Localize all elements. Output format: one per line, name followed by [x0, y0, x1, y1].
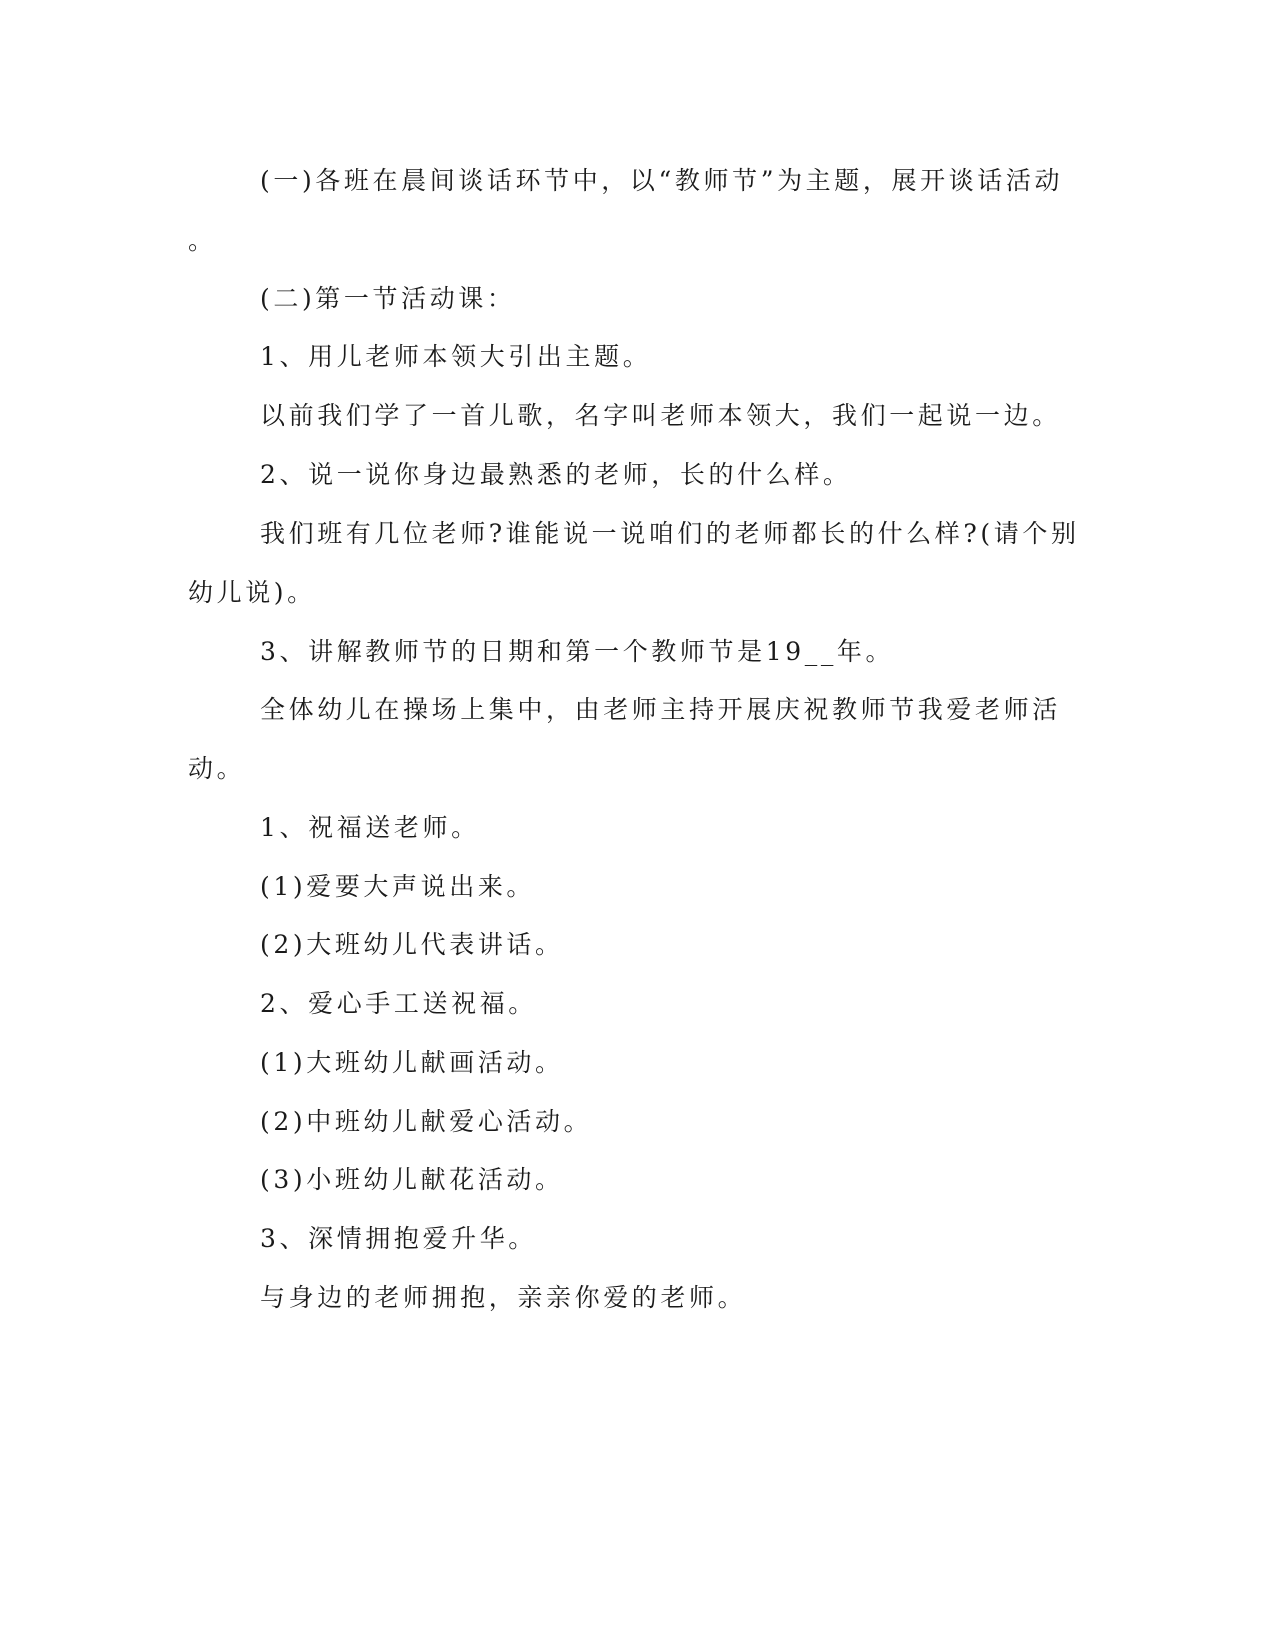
text-line-8: 幼儿说)。 [188, 578, 316, 607]
text-line-20: 与身边的老师拥抱，亲亲你爱的老师。 [260, 1283, 747, 1312]
text-line-5: 以前我们学了一首儿歌，名字叫老师本领大，我们一起说一边。 [260, 401, 1061, 430]
text-line-17: (2)中班幼儿献爱心活动。 [260, 1107, 593, 1136]
text-line-1: (一)各班在晨间谈话环节中，以“教师节”为主题，展开谈话活动 [260, 166, 1064, 195]
text-line-10: 全体幼儿在操场上集中，由老师主持开展庆祝教师节我爱老师活 [260, 695, 1061, 724]
text-line-19: 3、深情拥抱爱升华。 [260, 1224, 537, 1253]
text-line-3: (二)第一节活动课： [260, 284, 516, 313]
text-line-11: 动。 [188, 754, 246, 783]
text-line-4: 1、用儿老师本领大引出主题。 [260, 342, 652, 371]
text-line-18: (3)小班幼儿献花活动。 [260, 1165, 564, 1194]
text-line-9: 3、讲解教师节的日期和第一个教师节是19__年。 [260, 637, 895, 666]
text-line-16: (1)大班幼儿献画活动。 [260, 1048, 564, 1077]
text-line-14: (2)大班幼儿代表讲话。 [260, 930, 564, 959]
text-line-12: 1、祝福送老师。 [260, 813, 480, 842]
text-line-15: 2、爱心手工送祝福。 [260, 989, 537, 1018]
text-line-2: 。 [188, 226, 217, 255]
text-line-7: 我们班有几位老师?谁能说一说咱们的老师都长的什么样?(请个别 [260, 519, 1080, 548]
text-line-13: (1)爱要大声说出来。 [260, 872, 536, 901]
text-line-6: 2、说一说你身边最熟悉的老师，长的什么样。 [260, 460, 852, 489]
